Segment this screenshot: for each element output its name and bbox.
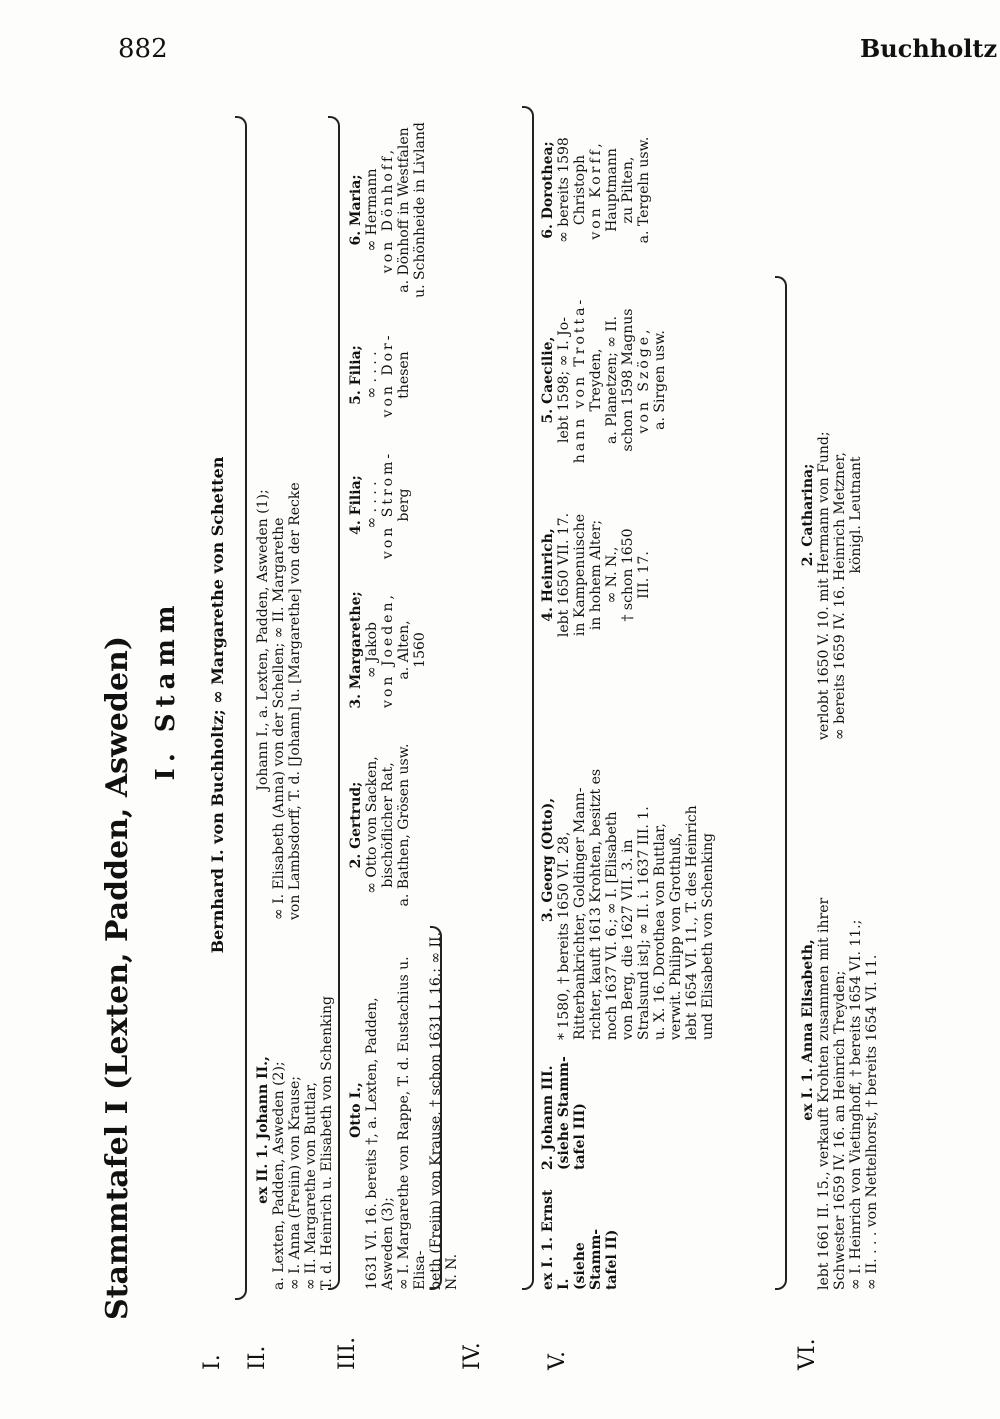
anna-elisabeth-block: ex I. 1. Anna Elisabeth, lebt 1661 II. 15., verkauft Krohten zusammen mit ihrer Schwester 1659 IV. 16. an Heinrich Treyden; ∞ I. Heinrich von Vietinghoff, † bereits 1654 VI. 11.; ∞ II. . . . von Nettelhorst, † bereits 1654 VI. 11.	[800, 897, 880, 1290]
table-title: Stammtafel I (Lexten, Padden, Asweden)	[100, 635, 135, 1320]
running-head: Buchholtz	[860, 34, 998, 63]
georg-block: 3. Georg (Otto), * 1580, † bereits 1650 VI. 28, Ritterbankrichter, Goldinger Mann- richter, kauft 1613 Krohten, besitzt es noch 1637 VI. 6.; ∞ I. [Elisabeth von Berg, die 1627 VII. 3. in Stralsund ist]; ∞ II. i. 1637 III. 1. u. X. 16. Dorothea von Buttlar, verwit. Philipp von Grotthuß, lebt 1654 VI. 11., T. des Heinrich und Elisabeth von Schenking	[540, 768, 716, 1040]
gen1-brace	[235, 116, 247, 1300]
gen1-founder: Bernhard I. von Buchholtz; ∞ Margarethe von Schetten	[208, 456, 227, 954]
gen-label-2: II.	[245, 1345, 270, 1370]
johann-iii-block: 2. Johann III. (siehe Stamm- tafel III)	[540, 1056, 588, 1170]
heinrich-block: 4. Heinrich, lebt 1650 VII. 17. in Kampenuische in hohem Alter; ∞ N. N., † schon 1650 III. 17.	[540, 512, 652, 638]
stamm-heading: I. Stamm	[151, 599, 181, 781]
rotated-genealogy-table	[100, 90, 960, 1380]
page-number: 882	[118, 34, 168, 64]
johann-ii-block: ex II. 1. Johann II., a. Lexten, Padden, Asweden (2); ∞ I. Anna (Freiin) von Krause; ∞ II. Margarethe von Buttlar, T. d. Heinrich u. Elisabeth von Schenking	[255, 996, 335, 1290]
sibling-maria: 6. Maria; ∞ Hermann von Dönhoff, a. Dönhoff in Westfalen u. Schönheide in Livland	[348, 122, 428, 298]
gen4-brace	[522, 106, 534, 1290]
dorothea-block: 6. Dorothea; ∞ bereits 1598 Christoph von Korff, Hauptmann zu Pilten, a. Tergeln usw.	[540, 136, 652, 244]
gen5-brace	[775, 276, 787, 1290]
sibling-margarethe: 3. Margarethe; ∞ Jakob von Joeden, a. Alten, 1560	[348, 591, 428, 709]
otto-i-block: Otto I., 1631 VI. 16. bereits †, a. Lexten, Padden, Asweden (3); ∞ I. Margarethe von Rappe, T. d. Eustachius u. Elisa- beth (Freiin) von Krause, † schon 1631 I. 16.; ∞ II. N. N.	[348, 931, 460, 1290]
sibling-filia-4: 4. Filia; ∞ . . . . von Strom- berg	[348, 450, 412, 560]
sibling-gertrud: 2. Gertrud; ∞ Otto von Sacken, bischöflicher Rat, a. Bathen, Grösen usw.	[348, 743, 412, 907]
sibling-filia-5: 5. Filia; ∞ . . . . von Dor- thesen	[348, 332, 412, 418]
catharina-block: 2. Catharina; verlobt 1650 V. 10. mit Hermann von Fund; ∞ bereits 1659 IV. 16. Heinrich Metzner, königl. Leutnant	[800, 431, 864, 740]
gen-label-3: III.	[335, 1336, 360, 1370]
johann-i-block: Johann I., a. Lexten, Padden, Asweden (1); ∞ I. Elisabeth (Anna) von der Schellen; ∞ II. Margarethe von Lambsdorff, T. d. [Johann] u. [Margarethe] von der Recke	[255, 482, 303, 920]
gen-label-1: I.	[200, 1354, 225, 1370]
gen3-brace	[430, 926, 442, 1290]
gen-label-6: VI.	[795, 1338, 820, 1370]
gen2-brace	[328, 116, 340, 1290]
gen-label-5: V.	[545, 1350, 570, 1370]
gen-label-4: IV.	[460, 1342, 485, 1370]
caecilie-block: 5. Caecilie, lebt 1598; ∞ I. Jo- hann von Trotta- Treyden, a. Planetzen; ∞ II. schon 1598 Magnus von Szöge, a. Sirgen usw.	[540, 296, 668, 464]
ernst-block: ex I. 1. Ernst I. (siehe Stamm- tafel II)	[540, 1189, 620, 1290]
